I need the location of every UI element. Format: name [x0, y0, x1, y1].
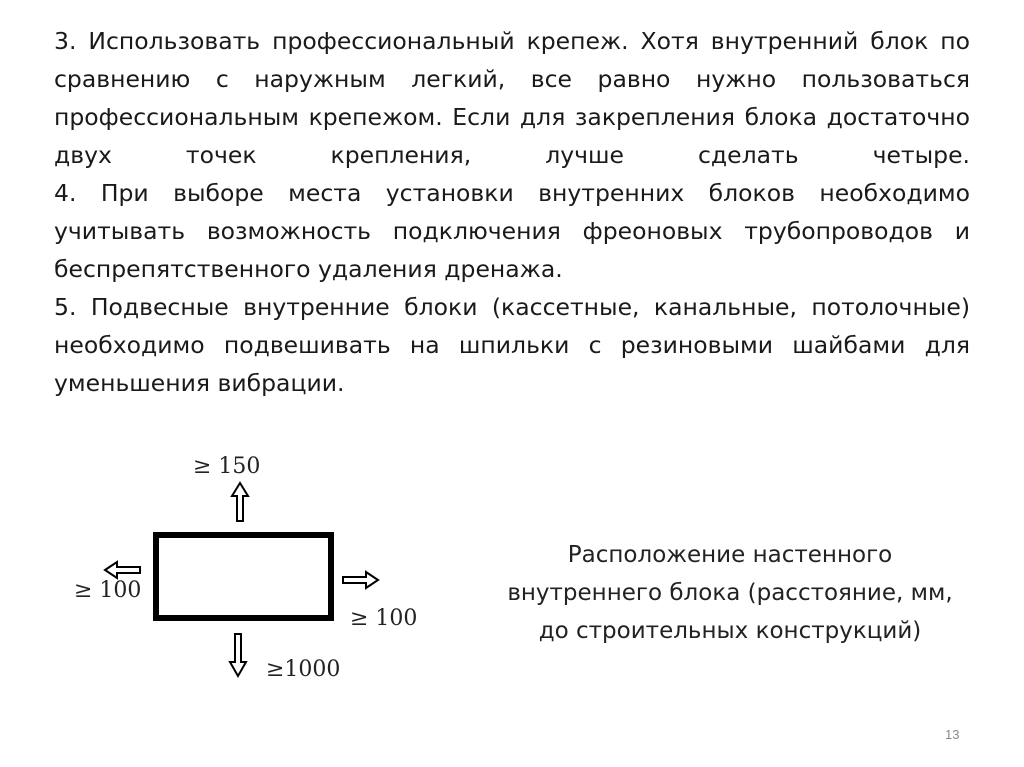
- right-clearance-label: ≥ 100: [350, 606, 418, 631]
- diagram-caption: [470, 536, 990, 650]
- arrow-left-icon: [105, 562, 140, 578]
- left-clearance-label: ≥ 100: [74, 578, 142, 603]
- caption-line-1: Расположение настенного: [567, 542, 893, 568]
- arrow-down-icon: [230, 634, 246, 676]
- clearance-diagram: [60, 440, 440, 700]
- body-text: [54, 22, 970, 402]
- indoor-unit-box: [156, 535, 331, 618]
- top-clearance-label: ≥ 150: [193, 454, 261, 479]
- diagram-graphic: [60, 440, 440, 700]
- arrow-right-icon: [343, 572, 378, 588]
- paragraph-5: 5. Подвесные внутренние блоки (кассетные, канальные, потолочные) необходимо подвешивать на шпильки с резиновыми шайбами для уменьшения вибрации.: [54, 293, 970, 397]
- caption-line-2: внутреннего блока (расстояние, мм,: [507, 580, 953, 606]
- arrow-up-icon: [232, 483, 248, 521]
- bottom-clearance-label: ≥1000: [266, 657, 341, 682]
- page-number: 13: [945, 727, 960, 742]
- paragraph-4: 4. При выборе места установки внутренних блоков необходимо учитывать возможность подключения фреоновых трубопроводов и беспрепятственного удаления дренажа.: [54, 179, 970, 283]
- paragraph-3: 3. Использовать профессиональный крепеж. Хотя внутренний блок по сравнению с наружным легкий, все равно нужно пользоваться профессиональным крепежом. Если для закрепления блока достаточно двух точек крепления, лучше сделать четыре.: [54, 27, 970, 169]
- caption-line-3: до строительных конструкций): [538, 618, 922, 644]
